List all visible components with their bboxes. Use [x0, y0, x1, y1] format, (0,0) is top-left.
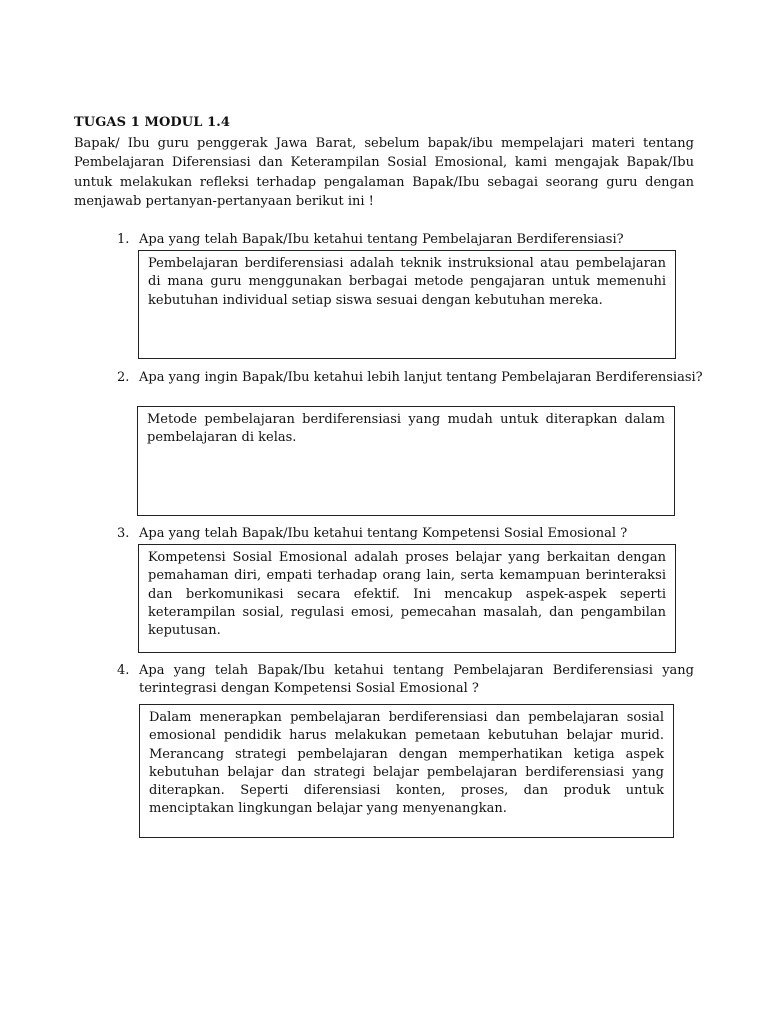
question-number: 4.: [117, 663, 130, 678]
question-3: [117, 525, 699, 543]
question-text: Apa yang telah Bapak/Ibu ketahui tentang Kompetensi Sosial Emosional ?: [139, 526, 628, 541]
question-number: 2.: [117, 370, 130, 385]
answer-box-4: [139, 704, 674, 838]
question-text: Apa yang ingin Bapak/Ibu ketahui lebih lanjut tentang Pembelajaran Berdiferensiasi?: [139, 370, 703, 385]
answer-box-2: [137, 406, 675, 516]
question-2: [117, 369, 719, 387]
answer-text: Dalam menerapkan pembelajaran berdiferensiasi dan pembelajaran sosial emosional pendidik harus melakukan pemetaan kebutuhan belajar murid. Merancang strategi pembelajaran dengan memperhatikan ketiga aspek kebutuhan belajar dan strategi belajar pembelajaran berdiferensiasi yang diterapkan. Seperti diferensiasi konten, proses, dan produk untuk menciptakan lingkungan belajar yang menyenangkan.: [149, 710, 664, 817]
question-4: [117, 662, 694, 698]
intro-paragraph: Bapak/ Ibu guru penggerak Jawa Barat, sebelum bapak/ibu mempelajari materi tentang Pembelajaran Diferensiasi dan Keterampilan Sosial Emosional, kami mengajak Bapak/Ibu untuk melakukan refleksi terhadap pengalaman Bapak/Ibu sebagai seorang guru dengan menjawab pertanyan-pertanyaan berikut ini !: [74, 136, 694, 209]
question-text: Apa yang telah Bapak/Ibu ketahui tentang Pembelajaran Berdiferensiasi yang terintegrasi dengan Kompetensi Sosial Emosional ?: [139, 663, 694, 696]
question-text: Apa yang telah Bapak/Ibu ketahui tentang Pembelajaran Berdiferensiasi?: [139, 232, 624, 247]
answer-text: Metode pembelajaran berdiferensiasi yang mudah untuk diterapkan dalam pembelajaran di kelas.: [147, 412, 665, 446]
answer-text: Pembelajaran berdiferensiasi adalah teknik instruksional atau pembelajaran di mana guru menggunakan berbagai metode pengajaran untuk memenuhi kebutuhan individual setiap siswa sesuai dengan kebutuhan mereka.: [148, 256, 666, 308]
question-1: [117, 231, 699, 249]
answer-text: Kompetensi Sosial Emosional adalah proses belajar yang berkaitan dengan pemahaman diri, empati terhadap orang lain, serta kemampuan berinteraksi dan berkomunikasi secara efektif. Ini mencakup aspek-aspek seperti keterampilan sosial, regulasi emosi, pemecahan masalah, dan pengambilan keputusan.: [148, 550, 666, 639]
answer-box-3: [138, 544, 676, 653]
answer-box-1: [138, 250, 676, 359]
question-number: 1.: [117, 232, 130, 247]
question-number: 3.: [117, 526, 130, 541]
page-title: TUGAS 1 MODUL 1.4: [74, 115, 230, 130]
